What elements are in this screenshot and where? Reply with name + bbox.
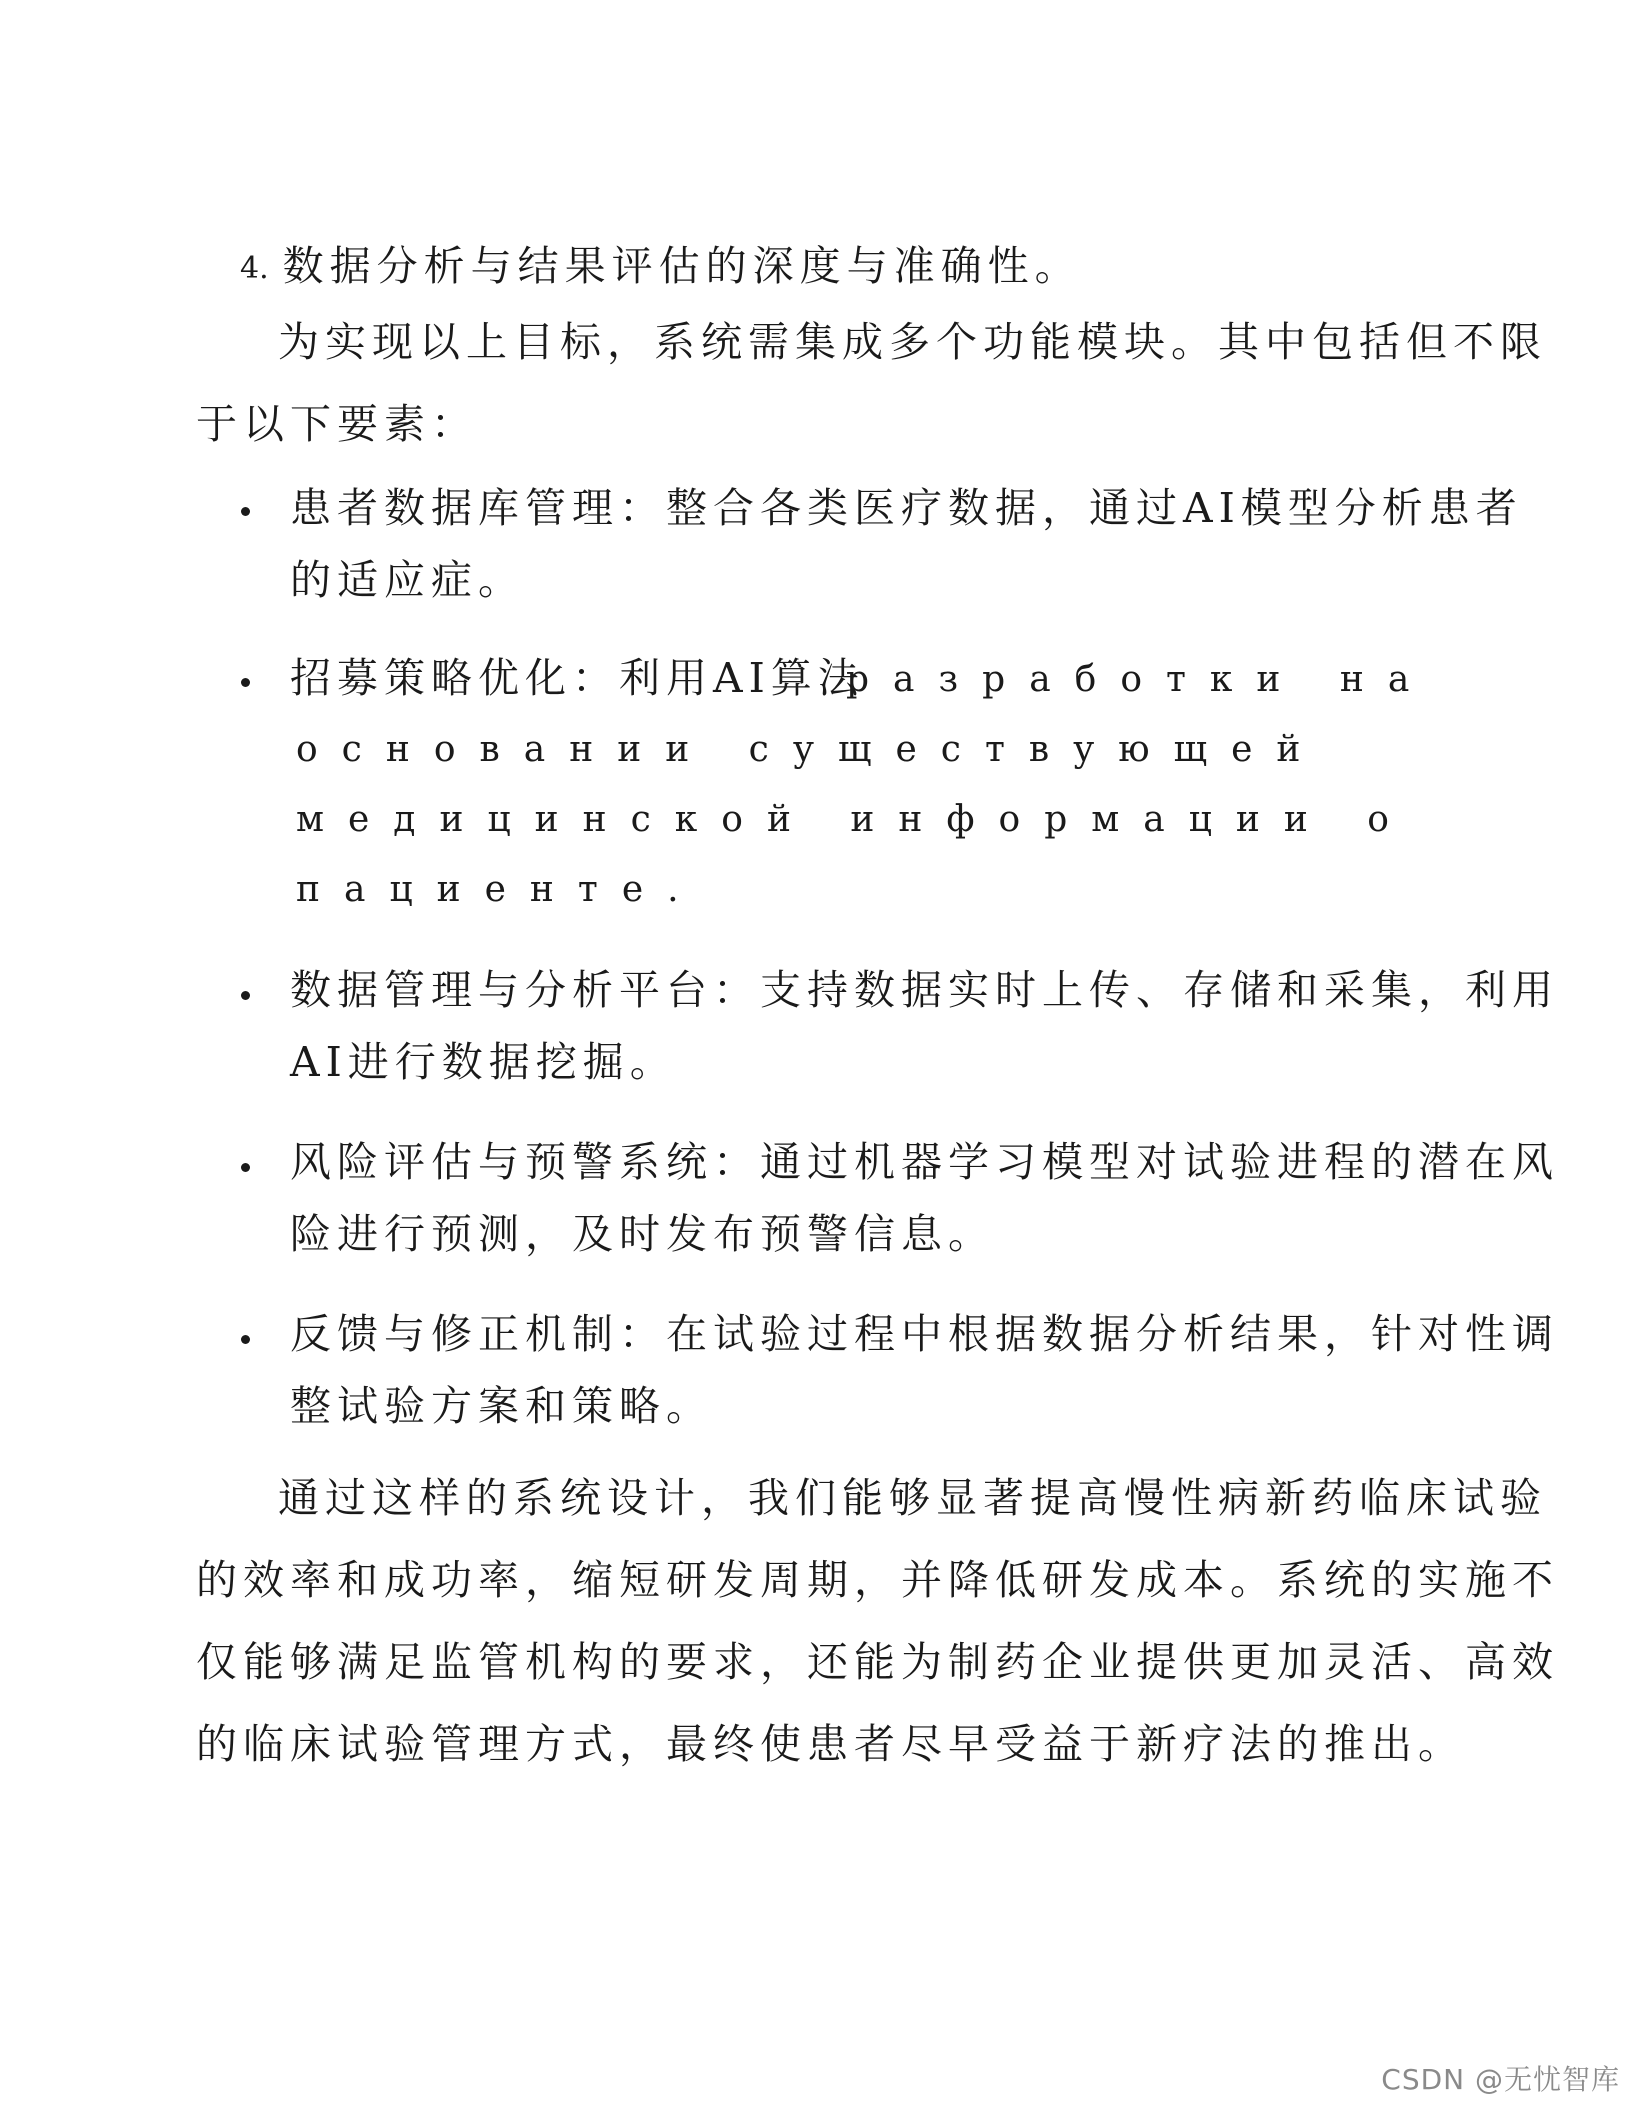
bullet-2-russian-line-1: разработки на	[846, 659, 1434, 700]
bullet-4-line-1: 风险评估与预警系统：通过机器学习模型对试验进程的潜在风	[290, 1138, 1559, 1186]
bullet-2-russian-line-3: медицинской информации о	[296, 799, 1413, 840]
bullet-dot	[241, 1163, 250, 1172]
bullet-2-russian-line-2: основании существующей	[296, 729, 1325, 770]
closing-paragraph-line-2: 的效率和成功率，缩短研发周期，并降低研发成本。系统的实施不	[196, 1556, 1559, 1604]
bullet-1-line-1: 患者数据库管理：整合各类医疗数据，通过AI模型分析患者	[290, 484, 1523, 532]
bullet-1-line-2: 的适应症。	[290, 556, 525, 604]
closing-paragraph-line-1: 通过这样的系统设计，我们能够显著提高慢性病新药临床试验	[278, 1474, 1547, 1522]
intro-paragraph-line-2: 于以下要素：	[196, 400, 478, 448]
item-number: 4.	[240, 251, 269, 286]
bullet-dot	[241, 678, 250, 687]
bullet-2-russian-line-4: пациенте.	[296, 869, 703, 910]
bullet-dot	[241, 1335, 250, 1344]
bullet-5-line-1: 反馈与修正机制：在试验过程中根据数据分析结果，针对性调	[290, 1310, 1559, 1358]
bullet-dot	[241, 507, 250, 516]
bullet-2-line-1: 招募策略优化：利用AI算法	[290, 654, 865, 702]
bullet-3-line-2: AI进行数据挖掘。	[290, 1038, 677, 1086]
numbered-item-4	[240, 242, 1082, 290]
bullet-3-line-1: 数据管理与分析平台：支持数据实时上传、存储和采集，利用	[290, 966, 1559, 1014]
bullet-4-line-2: 险进行预测，及时发布预警信息。	[290, 1210, 995, 1258]
watermark: CSDN @无忧智库	[1381, 2063, 1620, 2096]
bullet-5-line-2: 整试验方案和策略。	[290, 1382, 713, 1430]
closing-paragraph-line-4: 的临床试验管理方式，最终使患者尽早受益于新疗法的推出。	[196, 1720, 1465, 1768]
closing-paragraph-line-3: 仅能够满足监管机构的要求，还能为制药企业提供更加灵活、高效	[196, 1638, 1559, 1686]
intro-paragraph-line-1: 为实现以上目标，系统需集成多个功能模块。其中包括但不限	[278, 318, 1547, 366]
bullet-dot	[241, 991, 250, 1000]
item-text: 数据分析与结果评估的深度与准确性。	[282, 242, 1082, 290]
